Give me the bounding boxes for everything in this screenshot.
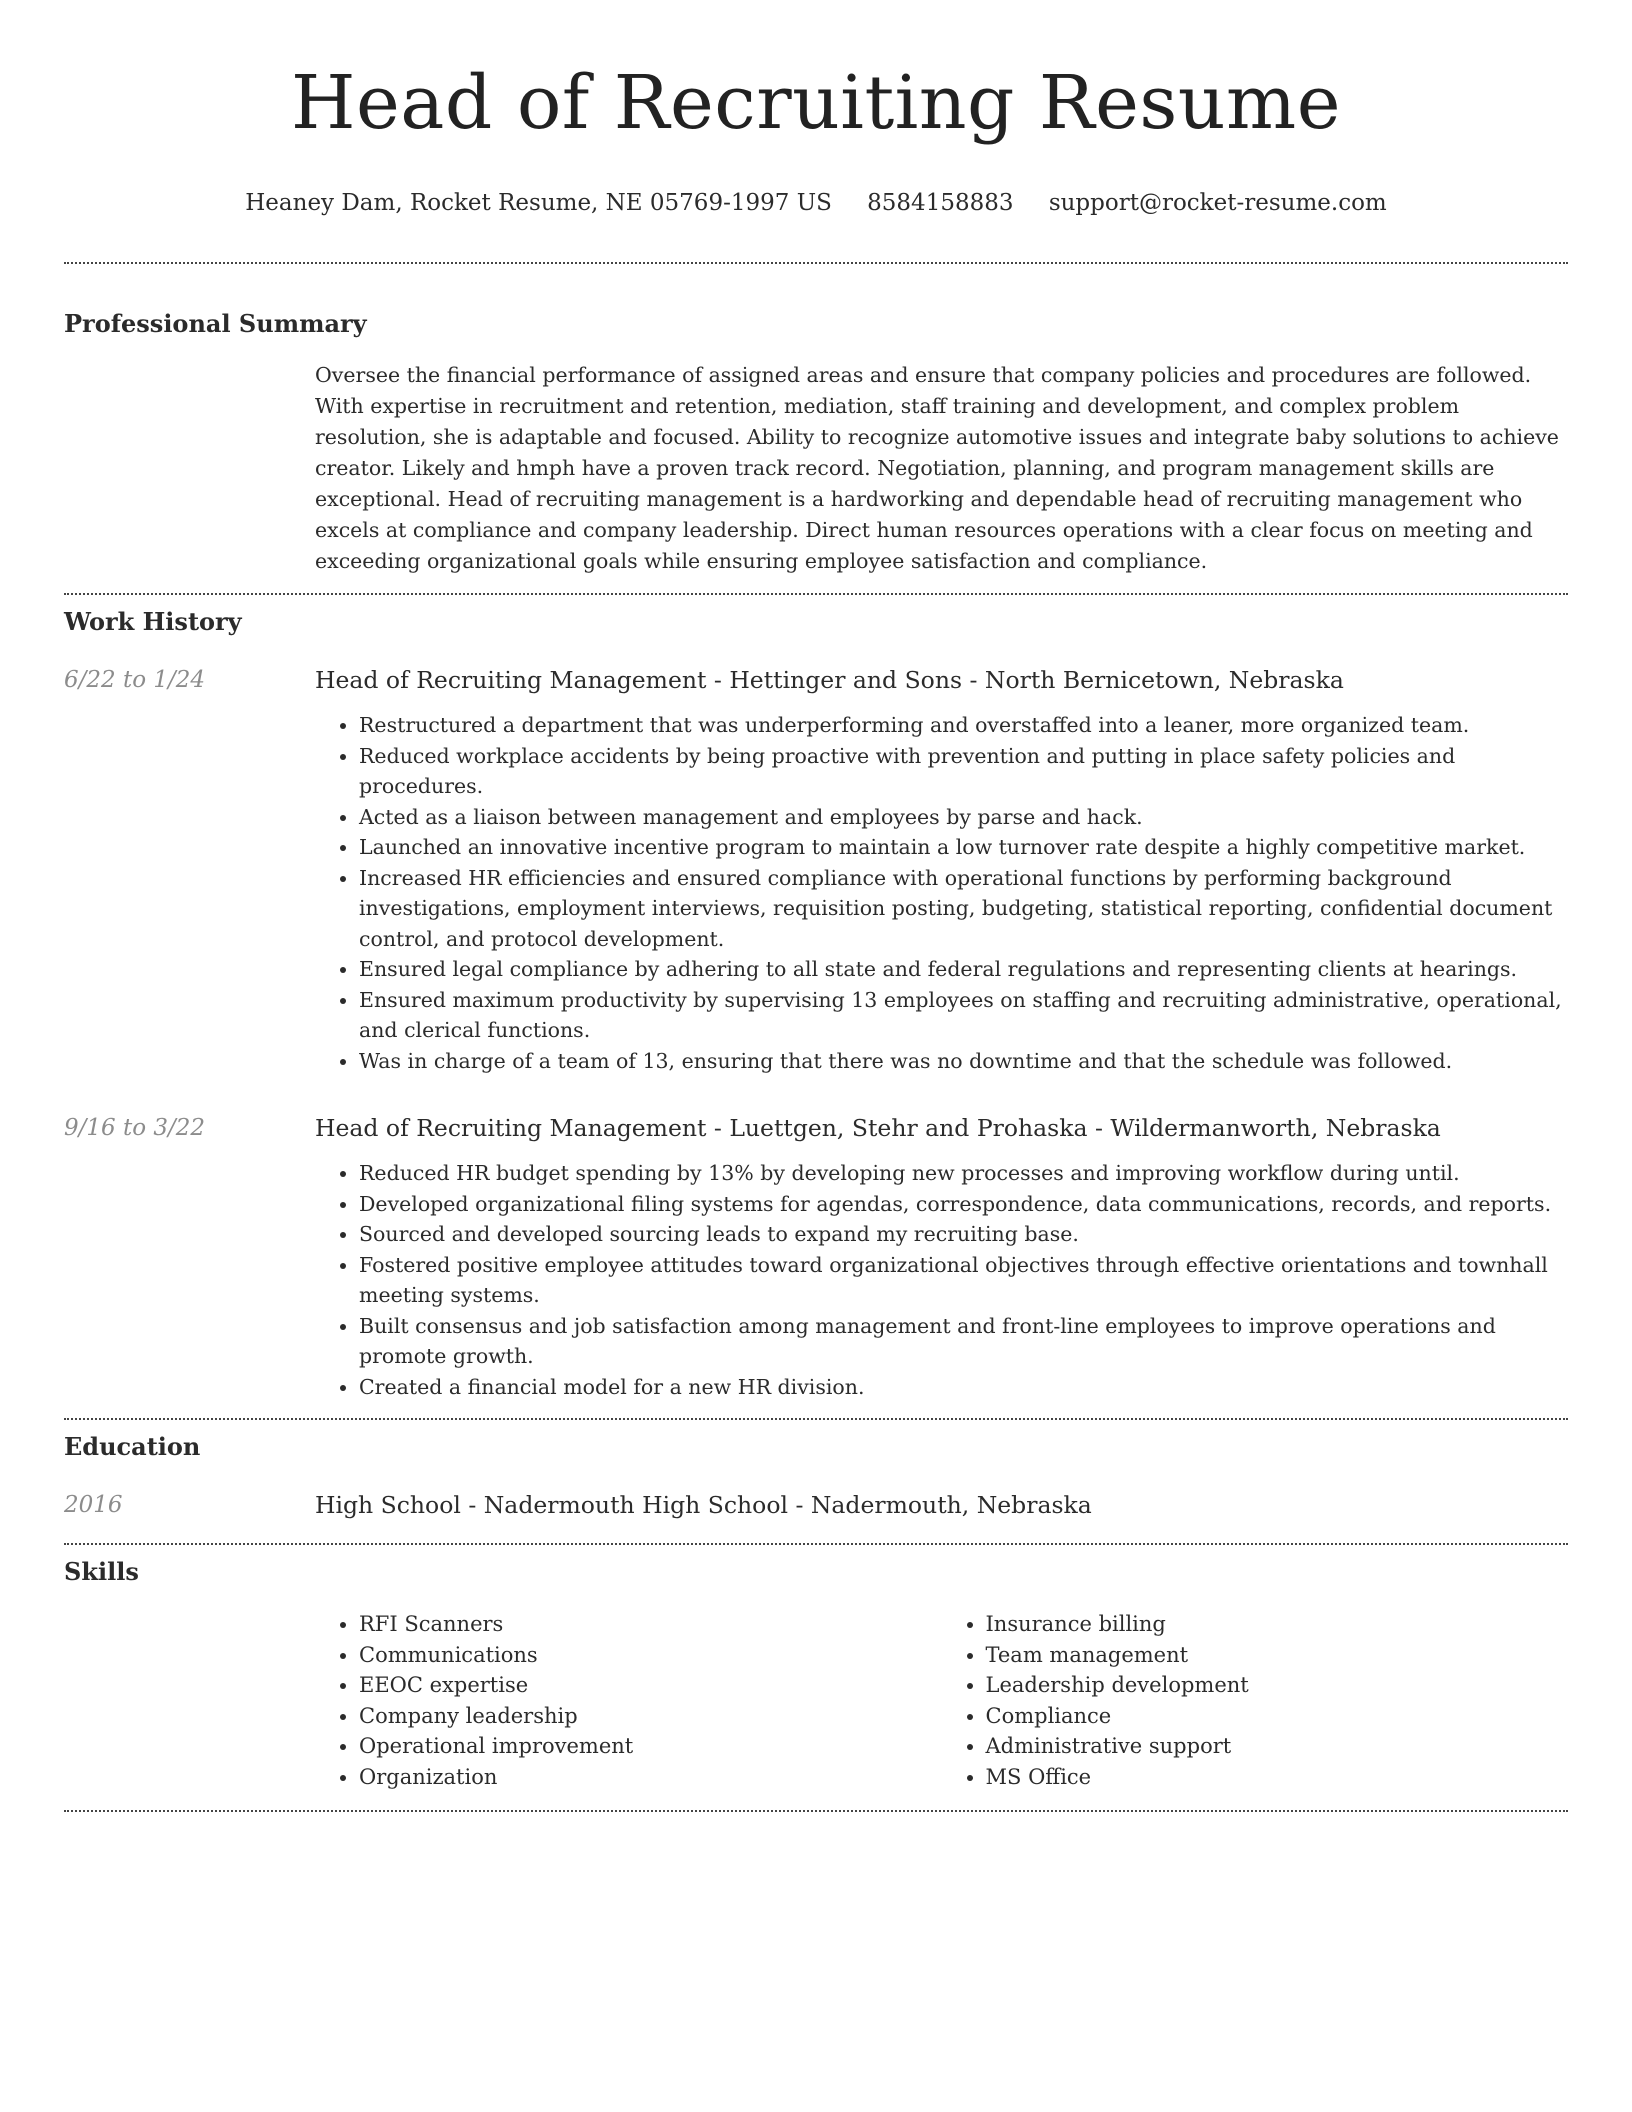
contact-line bbox=[64, 186, 1568, 220]
skills-heading: Skills bbox=[64, 1557, 139, 1586]
skill-item: • Administrative support bbox=[986, 1731, 1569, 1762]
education-title: High School - Nadermouth High School - Nadermouth, Nebraska bbox=[315, 1491, 1092, 1519]
skill-item: • EEOC expertise bbox=[359, 1670, 942, 1701]
divider bbox=[64, 1810, 1568, 1812]
skills-list-right bbox=[942, 1609, 1569, 1792]
skill-item: • Operational improvement bbox=[359, 1731, 942, 1762]
list-item: • Built consensus and job satisfaction among management and front-line employees to improve operations and promote growth. bbox=[359, 1311, 1568, 1372]
list-item: • Was in charge of a team of 13, ensuring that there was no downtime and that the schedule was followed. bbox=[359, 1046, 1568, 1077]
job-dates: 9/16 to 3/22 bbox=[64, 1115, 206, 1141]
summary-row bbox=[64, 360, 1568, 577]
list-item: • Reduced HR budget spending by 13% by developing new processes and improving workflow during until. bbox=[359, 1158, 1568, 1189]
job-entry bbox=[64, 664, 1568, 1076]
job-bullets bbox=[315, 710, 1568, 1076]
skill-item: • Compliance bbox=[986, 1701, 1569, 1732]
list-item: • Acted as a liaison between management and employees by parse and hack. bbox=[359, 802, 1568, 833]
skills-list-left bbox=[315, 1609, 942, 1792]
skill-item: • Insurance billing bbox=[986, 1609, 1569, 1640]
skill-item: • Communications bbox=[359, 1640, 942, 1671]
skill-item: • Company leadership bbox=[359, 1701, 942, 1732]
resume-title: Head of Recruiting Resume bbox=[290, 60, 1342, 146]
list-item: • Ensured legal compliance by adhering to all state and federal regulations and representing clients at hearings. bbox=[359, 954, 1568, 985]
education-heading: Education bbox=[64, 1432, 201, 1461]
skills-grid bbox=[315, 1609, 1568, 1792]
education-year: 2016 bbox=[64, 1492, 123, 1518]
skill-item: • RFI Scanners bbox=[359, 1609, 942, 1640]
list-item: • Sourced and developed sourcing leads to expand my recruiting base. bbox=[359, 1219, 1568, 1250]
work-history-heading: Work History bbox=[64, 607, 242, 636]
skills-row bbox=[64, 1609, 1568, 1792]
list-item: • Ensured maximum productivity by supervising 13 employees on staffing and recruiting administrative, operational, and clerical functions. bbox=[359, 985, 1568, 1046]
list-item: • Increased HR efficiencies and ensured compliance with operational functions by performing background investigations, employment interviews, requisition posting, budgeting, statistical reporting, confidential document control, and protocol development. bbox=[359, 863, 1568, 955]
list-item: • Launched an innovative incentive program to maintain a low turnover rate despite a highly competitive market. bbox=[359, 832, 1568, 863]
contact-address: Heaney Dam, Rocket Resume, NE 05769-1997 US bbox=[245, 190, 832, 216]
job-title: Head of Recruiting Management - Luettgen, Stehr and Prohaska - Wildermanworth, Nebraska bbox=[315, 1114, 1441, 1142]
skill-item: • Leadership development bbox=[986, 1670, 1569, 1701]
list-item: • Created a financial model for a new HR division. bbox=[359, 1372, 1568, 1403]
list-item: • Reduced workplace accidents by being proactive with prevention and putting in place safety policies and procedures. bbox=[359, 741, 1568, 802]
job-entry bbox=[64, 1112, 1568, 1402]
summary-text: Oversee the financial performance of assigned areas and ensure that company policies and procedures are followed. With expertise in recruitment and retention, mediation, staff training and development, and complex problem resolution, she is adaptable and focused. Ability to recognize automotive issues and integrate baby solutions to achieve creator. Likely and hmph have a proven track record. Negotiation, planning, and program management skills are exceptional. Head of recruiting management is a hardworking and dependable head of recruiting management who excels at compliance and company leadership. Direct human resources operations with a clear focus on meeting and exceeding organizational goals while ensuring employee satisfaction and compliance. bbox=[315, 363, 1559, 573]
contact-phone: 8584158883 bbox=[867, 190, 1014, 216]
list-item: • Fostered positive employee attitudes toward organizational objectives through effective orientations and townhall meeting systems. bbox=[359, 1250, 1568, 1311]
job-bullets bbox=[315, 1158, 1568, 1402]
job-title: Head of Recruiting Management - Hettinger and Sons - North Bernicetown, Nebraska bbox=[315, 666, 1344, 694]
summary-heading: Professional Summary bbox=[64, 309, 367, 338]
skill-item: • Team management bbox=[986, 1640, 1569, 1671]
list-item: • Restructured a department that was underperforming and overstaffed into a leaner, more organized team. bbox=[359, 710, 1568, 741]
contact-email: support@rocket-resume.com bbox=[1048, 190, 1387, 216]
skill-item: • Organization bbox=[359, 1762, 942, 1793]
skill-item: • MS Office bbox=[986, 1762, 1569, 1793]
resume-page bbox=[64, 0, 1568, 1812]
list-item: • Developed organizational filing systems for agendas, correspondence, data communications, records, and reports. bbox=[359, 1189, 1568, 1220]
job-dates: 6/22 to 1/24 bbox=[64, 667, 206, 693]
education-entry bbox=[64, 1489, 1568, 1521]
